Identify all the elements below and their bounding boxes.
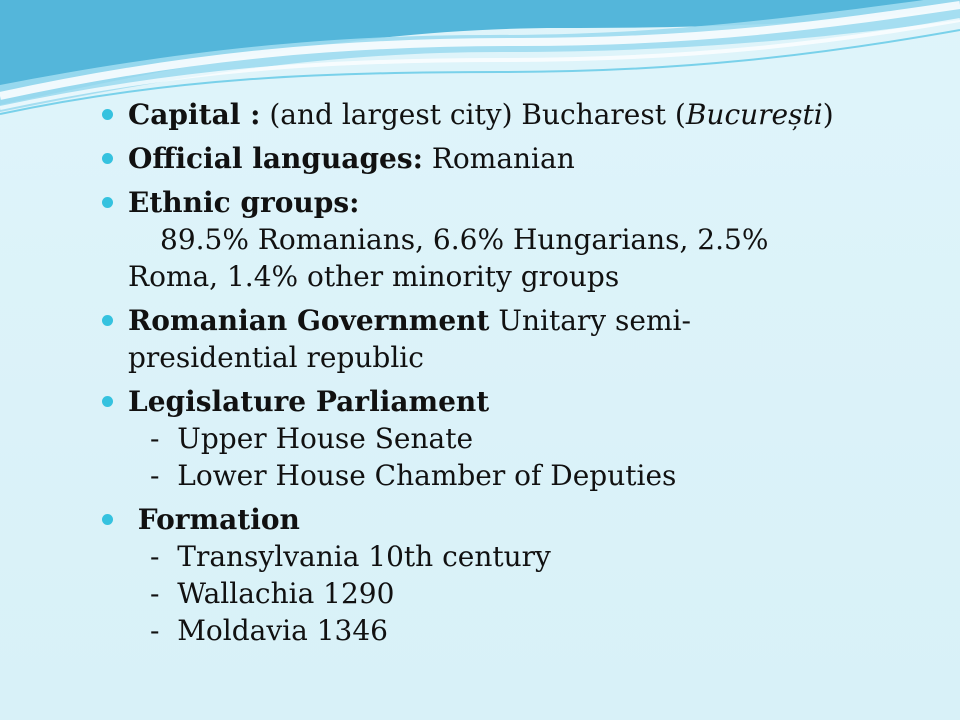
formation-sub-item: - Wallachia 1290 [150, 577, 395, 610]
ethnic-groups-line-2: Roma, 1.4% other minority groups [128, 260, 620, 293]
official-languages-label: Official languages: [128, 142, 423, 175]
romanian-government-item [102, 302, 922, 376]
formation-label: Formation [128, 503, 300, 536]
official-languages-item [102, 140, 922, 177]
legislature-sub-item: - Upper House Senate [150, 422, 474, 455]
romanian-government-text-line-1: Unitary semi- [489, 304, 691, 337]
capital-item [102, 96, 922, 133]
romanian-government-text-line-2: presidential republic [128, 341, 424, 374]
formation-sub-item: - Moldavia 1346 [150, 614, 388, 647]
ethnic-groups-label: Ethnic groups: [128, 186, 360, 219]
ethnic-groups-line-1: 89.5% Romanians, 6.6% Hungarians, 2.5% [160, 223, 769, 256]
ethnic-groups-item [102, 184, 922, 295]
formation-item [102, 501, 922, 649]
bullet-list [102, 96, 922, 656]
legislature-sub-item: - Lower House Chamber of Deputies [150, 459, 677, 492]
capital-label: Capital : [128, 98, 261, 131]
capital-text-after: ) [822, 98, 834, 131]
capital-text-before: (and largest city) Bucharest ( [260, 98, 686, 131]
romanian-government-label: Romanian Government [128, 304, 490, 337]
legislature-item [102, 383, 922, 494]
formation-sub-item: - Transylvania 10th century [150, 540, 551, 573]
official-languages-text: Romanian [422, 142, 575, 175]
legislature-label: Legislature Parliament [128, 385, 490, 418]
capital-native-name: București [685, 98, 823, 131]
